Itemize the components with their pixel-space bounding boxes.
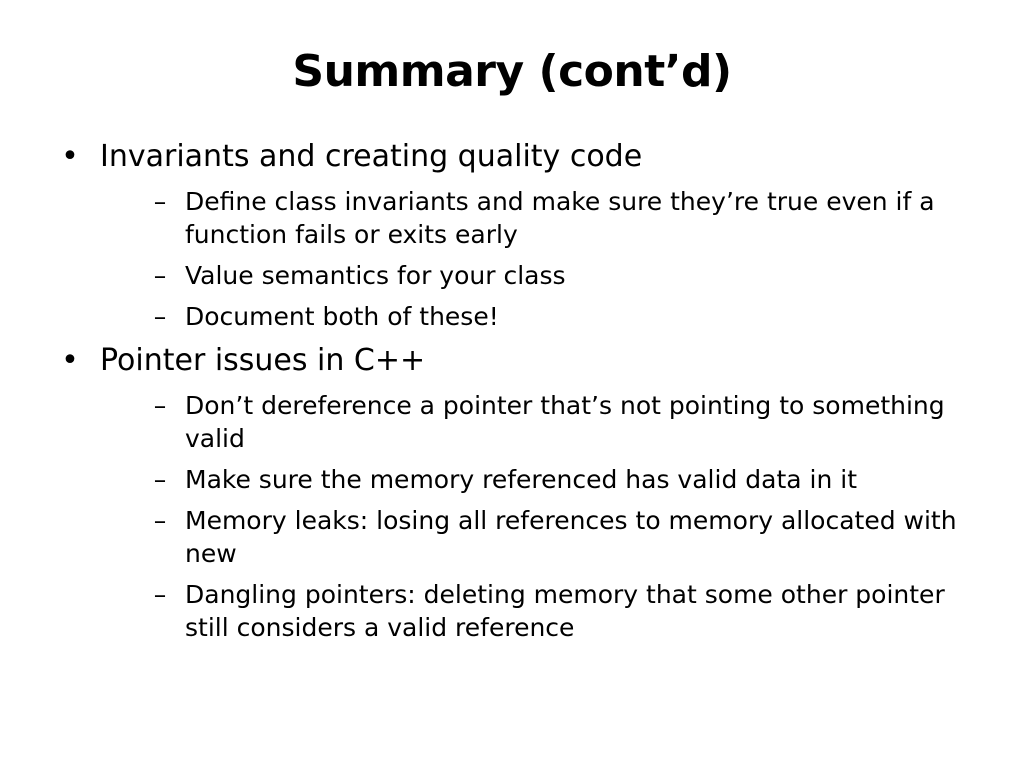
sub-bullet-list <box>100 185 980 333</box>
dash-icon: – <box>153 465 167 494</box>
sub-bullet-item <box>100 463 980 496</box>
sub-bullet-item <box>100 389 980 455</box>
sub-bullet-item <box>100 504 980 570</box>
bullet-icon: • <box>61 343 79 378</box>
dash-icon: – <box>153 391 167 420</box>
bullet-text: Pointer issues in C++ <box>100 343 426 378</box>
bullet-icon: • <box>61 139 79 174</box>
sub-bullet-text: Value semantics for your class <box>185 261 566 290</box>
sub-bullet-text: Memory leaks: losing all references to memory allocated with new <box>185 506 957 568</box>
slide-title: Summary (cont’d) <box>292 46 732 97</box>
dash-icon: – <box>153 302 167 331</box>
slide-body <box>60 137 980 644</box>
sub-bullet-list <box>100 389 980 644</box>
bullet-text: Invariants and creating quality code <box>100 139 643 174</box>
sub-bullet-text: Document both of these! <box>185 302 499 331</box>
sub-bullet-item <box>100 259 980 292</box>
sub-bullet-text: Don’t dereference a pointer that’s not pointing to something valid <box>185 391 945 453</box>
sub-bullet-item <box>100 300 980 333</box>
bullet-item <box>60 137 980 333</box>
sub-bullet-text: Dangling pointers: deleting memory that some other pointer still considers a valid reference <box>185 580 945 642</box>
sub-bullet-text: Define class invariants and make sure they’re true even if a function fails or exits early <box>185 187 935 249</box>
dash-icon: – <box>153 261 167 290</box>
bullet-item <box>60 341 980 644</box>
sub-bullet-item <box>100 185 980 251</box>
sub-bullet-text: Make sure the memory referenced has valid data in it <box>185 465 857 494</box>
sub-bullet-item <box>100 578 980 644</box>
dash-icon: – <box>153 506 167 535</box>
dash-icon: – <box>153 580 167 609</box>
dash-icon: – <box>153 187 167 216</box>
